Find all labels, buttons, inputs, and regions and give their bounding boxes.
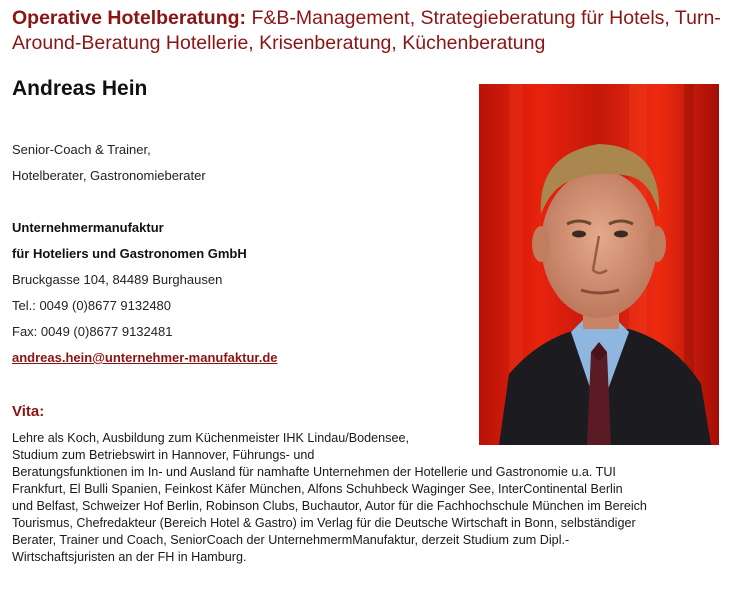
vita-line: Tourismus, Chefredakteur (Bereich Hotel & Gastro) im Verlag für die Deutsche Wirtschaft in Bonn, selbständiger (12, 516, 636, 530)
headline-bold-part: Operative Hotelberatung: (12, 7, 247, 29)
email-link[interactable]: andreas.hein@unternehmer-manufaktur.de (12, 350, 278, 365)
company-phone: Tel.: 0049 (0)8677 9132480 (12, 298, 172, 313)
role-line-2: Hotelberater, Gastronomieberater (12, 168, 206, 183)
vita-line: Beratungsfunktionen im In- und Ausland für namhafte Unternehmen der Hotellerie und Gastronomie u.a. TUI (12, 465, 616, 479)
vita-line: Berater, Trainer und Coach, SeniorCoach der UnternehmermManufaktur, derzeit Studium zum Dipl.- (12, 533, 570, 547)
portrait-illustration (479, 84, 719, 445)
company-address: Bruckgasse 104, 84489 Burghausen (12, 272, 223, 287)
person-name: Andreas Hein (12, 77, 148, 100)
company-name-line-1: Unternehmermanufaktur (12, 220, 164, 235)
vita-line: und Belfast, Schweizer Hof Berlin, Robinson Clubs, Buchautor, Autor für die Fachhochschule München im Bereich (12, 499, 647, 513)
company-name-line-2: für Hoteliers und Gastronomen GmbH (12, 246, 247, 261)
vita-heading: Vita: (12, 403, 45, 420)
portrait-photo (479, 84, 719, 445)
headline-rest: F&B-Management, Strategieberatung für Hotels, Turn-Around-Beratung Hotellerie, Krisenberatung, Küchenberatung (12, 7, 721, 54)
vita-line: Wirtschaftsjuristen an der FH in Hamburg. (12, 550, 247, 564)
vita-line: Lehre als Koch, Ausbildung zum Küchenmeister IHK Lindau/Bodensee, (12, 431, 409, 445)
role-line-1: Senior-Coach & Trainer, (12, 142, 151, 157)
page-headline (12, 6, 737, 56)
vita-line: Frankfurt, El Bulli Spanien, Feinkost Käfer München, Alfons Schuhbeck Waginger See, InterContinental Berlin (12, 482, 623, 496)
company-fax: Fax: 0049 (0)8677 9132481 (12, 324, 173, 339)
vita-line: Studium zum Betriebswirt in Hannover, Führungs- und (12, 448, 315, 462)
